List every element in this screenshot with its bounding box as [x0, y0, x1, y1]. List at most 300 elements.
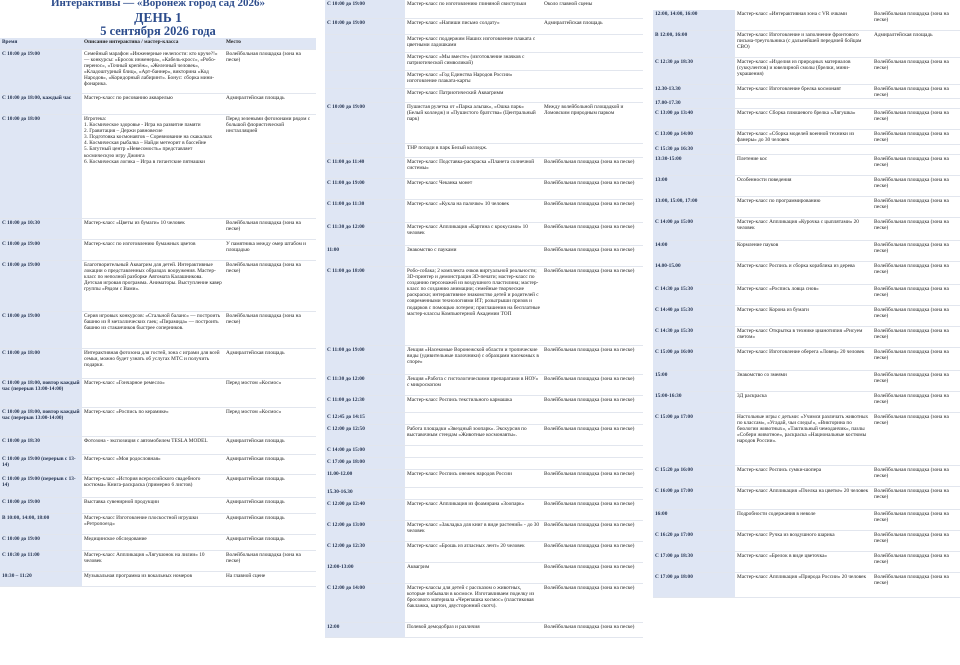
table-row	[0, 475, 316, 498]
place-cell: Адмиралтейская площадь	[544, 20, 603, 26]
desc-cell: Мастер-класс «Интерактивная зона с VR очками	[737, 11, 847, 17]
place-cell: Адмиралтейская площадь	[874, 32, 933, 38]
desc-cell: Мастер-класс Изготовление оберега «Ловец» 20 человек	[737, 349, 865, 355]
table-row	[325, 53, 643, 71]
desc-cell: Мастер-класс Роспись онежек народов России	[407, 471, 512, 477]
place-cell: Волейбольная площадка (зона на песке)	[544, 159, 635, 165]
time-cell: С 12:00 до 12:30	[325, 542, 405, 562]
time-cell: С 10:00 до 10:30	[0, 219, 82, 239]
time-cell: 13:00	[653, 176, 735, 196]
place-cell	[542, 89, 643, 102]
desc-cell: Мастер-класс Аппликация из фоамирана «Зоопарк»	[407, 501, 525, 507]
place-cell: Адмиралтейская площадь	[226, 95, 285, 101]
time-cell: 15.30-16.30	[325, 488, 405, 499]
place-cell: Волейбольная площадка (зона на песке)	[544, 543, 635, 549]
table-row	[653, 285, 960, 306]
time-cell: С 11:00 до 19:00	[325, 346, 405, 374]
place-cell: Волейбольная площадка (зона на песке)	[874, 574, 949, 587]
schedule-column-3	[653, 10, 960, 632]
desc-cell: Мастер-классы для детей с рассказом о животных, которые побывали в космосе. Изготавливаем поделку из бросового материала «Черепашка космос» (пластиковая баклажка, картон, двусторонний скотч).	[407, 585, 535, 610]
desc-cell: ТНР попади в парк Белый колледж.	[407, 145, 488, 151]
place-cell: Волейбольная площадка (зона на песке)	[874, 86, 949, 99]
desc-cell: Подробности содержания в неволе	[737, 511, 816, 517]
place-cell: Волейбольная площадка (зона на песке)	[874, 511, 949, 524]
table-row	[325, 563, 643, 584]
time-cell: С 14:00 до 15:00	[653, 218, 735, 240]
desc-cell: Мастер-класс Аппликация «Курочка с цыплятами» 20 человек	[737, 219, 859, 232]
table-row	[0, 408, 316, 437]
desc-cell: Мастер-класс «Кукла на палочке» 10 человек	[407, 201, 510, 207]
place-cell: Волейбольная площадка (зона на песке)	[874, 467, 949, 480]
table-row	[653, 130, 960, 145]
desc-cell: Мастер-класс «Сборка моделей военной техники из фанеры» до 30 человек	[737, 131, 855, 144]
place-cell: Волейбольная площадка (зона на песке)	[226, 262, 301, 275]
table-row	[0, 312, 316, 349]
place-cell: Волейбольная площадка (зона на песке)	[544, 201, 635, 207]
schedule-column-2	[325, 0, 643, 665]
desc-cell	[405, 446, 542, 457]
table-row	[325, 0, 643, 19]
table-row	[325, 144, 643, 158]
table-row	[325, 375, 643, 396]
table-row	[653, 197, 960, 218]
time-cell: С 14:00 до 15:00	[325, 446, 405, 457]
desc-cell: Мастер-класс Аппликация «Пчелка на цветке» 20 человек	[737, 488, 869, 494]
table-row	[325, 103, 643, 144]
desc-cell: Мастер-класс Патриотический Аквагримм	[407, 90, 504, 96]
table-row	[0, 572, 316, 587]
table-row	[0, 115, 316, 219]
desc-cell: Мастер-класс Подставка-раскраска «Планета солнечной системы»	[407, 159, 535, 172]
time-cell: С 10:00 до 19:00 (перерыв с 13-14)	[0, 475, 82, 497]
desc-cell: Игротека: 1. Космическое здоровье - Игра на развитие памяти 2. Гравитация – Держи равновесие 3. Подготовка космонавтов – Соревнование на скакалках 4. Космическая рыбалка – Найди метеорит в бассейне 5. Батутный центр «Невесомость» представляет космическую игру Джинга 6. Космическая логика – Игра в гигантские пятнашки	[84, 116, 213, 165]
place-cell: Адмиралтейская площадь	[226, 476, 285, 482]
time-cell: С 15:00 до 17:00	[653, 413, 735, 465]
time-cell: С 12:45 до 14:15	[325, 413, 405, 424]
desc-cell: Мастер-класс Сборка плюшевого брелка «Лягушка»	[737, 110, 856, 116]
time-cell: С 13:00 до 13:40	[653, 109, 735, 129]
place-cell: Волейбольная площадка (зона на песке)	[874, 59, 949, 72]
table-row	[0, 240, 316, 261]
desc-cell: Мастер-класс Чеканка монет	[407, 180, 473, 186]
table-row	[325, 500, 643, 521]
header-desc: Описание интерактива / мастер-класса	[84, 39, 179, 45]
time-cell: С 12:00 до 12:40	[325, 500, 405, 520]
table-row	[325, 584, 643, 623]
time-cell: С 10:00 до 19:00	[0, 498, 82, 513]
time-cell: С 10:00 до 19:00	[0, 50, 82, 93]
time-cell: В 10:00, 14:00, 18:00	[0, 514, 82, 534]
place-cell: Волейбольная площадка (зона на песке)	[544, 471, 635, 477]
time-cell: С 10:00 до 19:00	[0, 261, 82, 311]
place-cell: Волейбольная площадка (зона на песке)	[544, 180, 635, 186]
desc-cell: Особенности поведения	[737, 177, 792, 183]
desc-cell: Мастер-класс Аппликация «Лягушонок на лилии» 10 человек	[84, 552, 205, 565]
desc-cell: Мастер-класс «Мы вместе» (изготовление значков с патриотической символикой)	[407, 54, 525, 67]
place-cell: Волейбольная площадка (зона на песке)	[874, 219, 949, 232]
desc-cell: Мастер-класс «Роспись по керамике»	[84, 409, 169, 415]
desc-cell: Мастер-класс поддержим Наших изготовление плаката с цветными ладошками	[407, 36, 536, 49]
table-row	[325, 521, 643, 542]
desc-cell: Мастер-класс «Брошь из атласных лент» 20 человек	[407, 543, 525, 549]
desc-cell: Благотворительный Аквагрим для детей. Интерактивные локации о представленных образцах вооружения. Мастер-класс по неполной разборке Автомата Калашникова. Детская игровая программа. Аниматоры. Выступление кавер группы «Рядом с Вами».	[84, 262, 222, 293]
place-cell: Адмиралтейская площадь	[226, 515, 285, 521]
table-row	[0, 349, 316, 379]
time-cell: С 14:30 до 15:30	[653, 285, 735, 305]
table-row	[325, 267, 643, 346]
table-row	[653, 145, 960, 155]
table-row	[325, 158, 643, 179]
place-cell: Перед зелеными фотозонами рядом с большой флористической инсталляцией	[226, 116, 311, 135]
place-cell: Волейбольная площадка (зона на песке)	[874, 414, 949, 427]
desc-cell: Знакомство с пауками	[407, 247, 457, 253]
desc-cell: Медицинское обследование	[84, 536, 147, 542]
time-cell: С 10:00 до 18:00	[0, 115, 82, 218]
place-cell: Волейбольная площадка (зона на песке)	[544, 624, 635, 630]
place-cell: У памятника между омер штабом и площадью	[226, 241, 307, 254]
desc-cell: Работа площадки «Звездный зоопарк». Экскурсия по выставочным стендам «Животные космонавты».	[407, 426, 527, 439]
time-cell: С 12:00 до 12:50	[325, 425, 405, 445]
time-cell: С 10:00 до 19:00	[0, 240, 82, 260]
desc-cell: Кормление пауков	[737, 242, 779, 248]
place-cell: Волейбольная площадка (зона на песке)	[544, 247, 635, 253]
table-row	[0, 551, 316, 572]
desc-cell	[405, 413, 542, 424]
table-row	[0, 498, 316, 514]
place-cell: Волейбольная площадка (зона на песке)	[874, 372, 949, 385]
time-cell: 11:00	[325, 246, 405, 266]
time-cell: 14:00	[653, 241, 735, 261]
desc-cell: Фотозона - экспозиция с автомобилем TESLA MODEL	[84, 438, 208, 444]
time-cell: С 11:30 до 12:00	[325, 223, 405, 245]
desc-cell: Полевой демодобраз и различия	[407, 624, 480, 630]
place-cell: Волейбольная площадка (зона на песке)	[874, 110, 949, 123]
place-cell: Волейбольная площадка (зона на песке)	[544, 585, 635, 591]
time-cell: С 12:00 до 14:00	[325, 584, 405, 622]
table-row	[653, 85, 960, 99]
place-cell	[542, 35, 643, 52]
day-label: ДЕНЬ 1	[134, 10, 182, 25]
time-cell: С 16:00 до 17:00	[653, 487, 735, 509]
time-cell	[325, 53, 405, 70]
place-cell: Волейбольная площадка (зона на песке)	[874, 263, 949, 276]
table-row	[325, 246, 643, 267]
place-cell: Волейбольная площадка (зона на песке)	[544, 268, 635, 274]
table-row	[325, 35, 643, 53]
time-cell	[325, 71, 405, 88]
table-row	[325, 89, 643, 103]
schedule-rows-3	[653, 10, 960, 598]
place-cell	[542, 53, 643, 70]
table-row	[653, 466, 960, 487]
table-row	[653, 306, 960, 327]
table-row	[653, 176, 960, 197]
time-cell: С 15:30 до 16:30	[653, 145, 735, 154]
desc-cell: Аквагрим	[407, 564, 430, 570]
desc-cell: Мастер-класс Ручка из воздушного шарика	[737, 532, 835, 538]
table-row	[653, 58, 960, 85]
desc-cell: Мастер-класс Аппликация «Природа России» 20 человек	[737, 574, 867, 580]
table-row	[653, 109, 960, 130]
desc-cell: Мастер-класс Аппликация «Картина с крокусами» 10 человек	[407, 224, 528, 237]
table-row	[325, 446, 643, 458]
time-cell: С 12:30 до 18:30	[653, 58, 735, 84]
desc-cell: Мастер-класс по изготовлению глиняной свистульки	[407, 1, 527, 7]
desc-cell: Пушистая рулетка от «Парка альпак», «Ошка парк» (Белый колледж) и «Пушистого братства» (Центральный парк)	[407, 104, 536, 123]
table-row	[653, 99, 960, 109]
table-row	[653, 241, 960, 262]
time-cell: С 15:00 до 16:00	[653, 348, 735, 370]
schedule-column-1	[0, 0, 316, 665]
place-cell: Около главной сцены	[544, 1, 593, 7]
place-cell	[872, 99, 960, 108]
time-cell: 12.30-13.30	[653, 85, 735, 98]
time-cell: С 15:20 до 16:00	[653, 466, 735, 486]
time-cell: 17.00-17.30	[653, 99, 735, 108]
page-title: Интерактивы — «Воронеж город сад 2026»	[51, 0, 265, 9]
header-place: Место	[226, 39, 241, 45]
time-cell: С 16:20 до 17:00	[653, 531, 735, 551]
place-cell: Волейбольная площадка (зона на песке)	[544, 501, 635, 507]
table-row	[325, 200, 643, 223]
desc-cell: Робо-собака; 2 комплекта очков виртуальной реальности; 3D-принтер и демонстрация 3D-печати; мастер-класс по созданию персонажей из воздушного пластилина; мастер-класс по созданию анимации; семейные творческие раскраски; интерактивное знакомство детей и родителей с современными технологиями ИТ; розыгрыши призов и подарков с помощью лотереи; приглашения на бесплатные мастер-классы Компьютерной Академии ТОП	[407, 268, 540, 317]
desc-cell: Мастер-класс «Год Единства Народов России» изготовление плаката-карты	[407, 72, 513, 85]
table-row	[653, 573, 960, 598]
time-cell: С 10:30 до 11:00	[0, 551, 82, 571]
place-cell: Адмиралтейская площадь	[226, 456, 285, 462]
place-cell: Волейбольная площадка (зона на песке)	[226, 220, 301, 233]
desc-cell: Мастер-класс Роспись и сборка кораблика из дерева	[737, 263, 855, 269]
desc-cell: Мастер-класс «Напиши письмо солдату»	[407, 20, 500, 26]
time-cell: С 14:40 до 15:30	[653, 306, 735, 326]
place-cell: Волейбольная площадка (зона на песке)	[874, 11, 949, 24]
time-cell: С 10:00 до 18:00, каждый час	[0, 94, 82, 114]
desc-cell: Лекция «Работа с гистологическими препаратами в НОУ» с микроскопом	[407, 376, 539, 389]
place-cell: Адмиралтейская площадь	[226, 350, 285, 356]
table-row	[325, 71, 643, 89]
desc-cell	[735, 99, 872, 108]
desc-cell: Мастер-класс Изготовление плоскостной игрушки «Ретропоезд»	[84, 515, 199, 528]
time-cell: 13:00, 15:00, 17:00	[653, 197, 735, 217]
place-cell: Волейбольная площадка (зона на песке)	[874, 131, 949, 144]
time-cell: С 10:00 до 19:00	[0, 312, 82, 348]
table-row	[0, 437, 316, 455]
place-cell: Волейбольная площадка (зона на песке)	[544, 522, 635, 528]
place-cell: Волейбольная площадка (зона на песке)	[544, 376, 635, 382]
desc-cell: Плетение кос	[737, 156, 768, 162]
desc-cell: Настольные игры с детьми: «Учимся различать животных по классам», «Угадай, чьи следы!», «Викторина по биологии животных», «Тактильный чемоданчик», пазлы «Собери животное», раскраска «Национальные костюмы народов России».	[737, 414, 869, 445]
time-cell: 12:00, 14:00, 16:00	[653, 10, 735, 30]
place-cell: Волейбольная площадка (зона на песке)	[874, 349, 949, 362]
desc-cell: Мастер-класс Изготовление и заполнение фронтового письма-треугольника (с дальнейшей передачей бойцам СВО)	[737, 32, 862, 51]
desc-cell: Мастер-класс «История всероссийского свадебного костюма» Книга-раскраска (примерно 6 листов)	[84, 476, 201, 489]
desc-cell: Мастер-класс «Цветы из бумаги» 10 человек	[84, 220, 185, 226]
place-cell: Волейбольная площадка (зона на песке)	[544, 564, 635, 570]
time-cell: С 10:00 до 18:00, повтор каждый час (перерыв 13:00-14:00)	[0, 379, 82, 407]
time-cell: С 11:00 до 11:30	[325, 200, 405, 222]
place-cell: Волейбольная площадка (зона на песке)	[544, 347, 635, 353]
table-row	[0, 535, 316, 551]
place-cell: Волейбольная площадка (зона на песке)	[874, 286, 949, 299]
time-cell: С 17:00 до 18:00	[653, 573, 735, 597]
place-cell: Волейбольная площадка (зона на песке)	[874, 488, 949, 501]
time-cell: С 10:00 до 18:30	[0, 437, 82, 454]
place-cell	[542, 488, 643, 499]
time-cell: С 11:30 до 12:00	[325, 375, 405, 395]
place-cell: Волейбольная площадка (зона на песке)	[874, 198, 949, 211]
place-cell: Волейбольная площадка (зона на песке)	[226, 51, 301, 64]
place-cell	[872, 145, 960, 154]
time-cell: 12:00-13:00	[325, 563, 405, 583]
desc-cell	[405, 458, 542, 469]
place-cell: Волейбольная площадка (зона на песке)	[874, 553, 949, 566]
table-row	[325, 425, 643, 446]
time-cell: С 10:00 до 19:00	[325, 19, 405, 34]
time-cell: С 12:00 до 13:00	[325, 521, 405, 541]
desc-cell: Мастер-класс по рисованию акварелью	[84, 95, 173, 101]
time-cell: С 10:00 до 18:00	[0, 349, 82, 378]
desc-cell: Мастер-класс по программированию	[737, 198, 821, 204]
time-cell: 15:00	[653, 371, 735, 391]
desc-cell: Мастер-класс Корона из бумаги	[737, 307, 809, 313]
desc-cell: Музыкальная программа из вокальных номеров	[84, 573, 192, 579]
place-cell	[542, 458, 643, 469]
desc-cell: 3Д раскраска	[737, 393, 767, 399]
desc-cell: Мастер-класс «Моя родословная»	[84, 456, 161, 462]
table-row	[325, 623, 643, 638]
place-cell: Перед мостом «Космос»	[226, 409, 282, 415]
schedule-rows-1	[0, 50, 316, 587]
table-row	[0, 455, 316, 475]
schedule-rows-2	[325, 0, 643, 638]
place-cell	[542, 413, 643, 424]
table-row	[325, 488, 643, 500]
desc-cell: Семейный марафон «Инженерные нелепости: кто круче?!» — конкурсы: «Бросок инженера», «Кабель-кросс», «Робо-перенос», «Точный крепёж», «Железный человек», «Кладоштурный блиц», «Арт-баннер», викторина «Код Народов», «Коридорный лабиринт». Бонус: сборка мини-фонарика.	[84, 51, 218, 88]
time-cell: 16:00	[653, 510, 735, 530]
time-cell: 11.00-12.00	[325, 470, 405, 487]
table-row	[653, 348, 960, 371]
place-cell: Адмиралтейская площадь	[226, 499, 285, 505]
table-row	[653, 10, 960, 31]
time-cell: С 17:00 до 18:30	[653, 552, 735, 572]
table-row	[653, 413, 960, 466]
time-cell: 12:00	[325, 623, 405, 637]
place-cell: Перед мостом «Космос»	[226, 380, 282, 386]
table-row	[325, 346, 643, 375]
table-row	[325, 179, 643, 200]
table-row	[653, 487, 960, 510]
desc-cell: Мастер-класс Роспись текстильного кармашка	[407, 397, 512, 403]
table-row	[653, 155, 960, 176]
table-row	[325, 542, 643, 563]
place-cell: Волейбольная площадка (зона на песке)	[874, 393, 949, 406]
table-row	[653, 327, 960, 348]
table-row	[653, 218, 960, 241]
place-cell: Волейбольная площадка (зона на песке)	[226, 552, 301, 565]
time-cell: 13:30-15:00	[653, 155, 735, 175]
place-cell: Волейбольная площадка (зона на песке)	[874, 242, 949, 255]
desc-cell: Мастер-класс «Брелок в виде цветочка»	[737, 553, 828, 559]
time-cell: В 12:00, 16:00	[653, 31, 735, 57]
place-cell: Волейбольная площадка (зона на песке)	[874, 307, 949, 320]
place-cell: На главной сцене	[226, 573, 266, 579]
table-row	[653, 531, 960, 552]
time-cell: С 10:00 до 19:00	[325, 103, 405, 143]
desc-cell: Мастер-класс Открытка в технике цианотипия «Рисуем светом»	[737, 328, 863, 341]
table-row	[325, 19, 643, 35]
table-row	[653, 510, 960, 531]
time-cell: 15:00-16:30	[653, 392, 735, 412]
time-cell: С 11:00 до 19:00	[325, 179, 405, 199]
place-cell: Волейбольная площадка (зона на песке)	[544, 426, 635, 432]
table-row	[325, 223, 643, 246]
place-cell: Волейбольная площадка (зона на песке)	[874, 328, 949, 341]
time-cell	[325, 89, 405, 102]
table-row	[653, 392, 960, 413]
time-cell: С 10:00 до 19:00	[325, 0, 405, 18]
desc-cell: Мастер-класс «Гончарное ремесло»	[84, 380, 165, 386]
desc-cell: Мастер-класс «Изделия из природных материалов (суккулентов) и ювелирной смолы (брелки, мини-украшения)	[737, 59, 851, 78]
desc-cell	[735, 145, 872, 154]
place-cell	[542, 446, 643, 457]
table-row	[325, 470, 643, 488]
time-cell: С 10:00 до 19:00	[0, 535, 82, 550]
time-cell: С 11:00 до 12:30	[325, 396, 405, 412]
place-cell: Волейбольная площадка (зона на песке)	[226, 313, 301, 326]
time-cell: С 11:00 до 11:40	[325, 158, 405, 178]
header-time: Время	[0, 38, 82, 49]
time-cell: С 10:00 до 19:00 (перерыв с 13-14)	[0, 455, 82, 474]
desc-cell: Знакомство со змеями	[737, 372, 787, 378]
table-row	[325, 413, 643, 425]
time-cell: С 11:00 до 18:00	[325, 267, 405, 345]
table-header	[0, 38, 316, 50]
desc-cell	[405, 488, 542, 499]
table-row	[653, 262, 960, 285]
time-cell: С 14:30 до 15:30	[653, 327, 735, 347]
time-cell: С 10:00 до 18:00, повтор каждый час (перерыв 13:00-14:00)	[0, 408, 82, 436]
place-cell: Адмиралтейская площадь	[226, 536, 285, 542]
place-cell: Волейбольная площадка (зона на песке)	[544, 397, 635, 403]
place-cell: Волейбольная площадка (зона на песке)	[874, 156, 949, 169]
table-row	[0, 261, 316, 312]
table-row	[0, 379, 316, 408]
place-cell: Волейбольная площадка (зона на песке)	[874, 177, 949, 190]
table-row	[0, 219, 316, 240]
time-cell: С 17:00 до 18:00	[325, 458, 405, 469]
desc-cell: Мастер-класс по изготовлению бумажных цветов	[84, 241, 196, 247]
table-row	[0, 94, 316, 115]
desc-cell: Мастер-класс Изготовление брелка космонавт	[737, 86, 842, 92]
desc-cell: Лекция «Насекомые Воронежской области и тропические виды (удивительные палочники) с образцами насекомых в споре»	[407, 347, 539, 366]
desc-cell: Мастер-класс «Закладка для книг в виде растений» - до 30 человек	[407, 522, 540, 535]
time-cell: 14.00-15.00	[653, 262, 735, 284]
place-cell: Волейбольная площадка (зона на песке)	[544, 224, 635, 230]
place-cell: Волейбольная площадка (зона на песке)	[874, 532, 949, 545]
table-row	[325, 396, 643, 413]
date-label: 5 сентября 2026 года	[100, 24, 216, 38]
desc-cell: Мастер-класс Роспись сумки-шопера	[737, 467, 822, 473]
time-cell: С 13:00 до 14:00	[653, 130, 735, 144]
table-row	[0, 50, 316, 94]
place-cell: Между волейбольной площадкой и Ломовским природным парком	[544, 104, 624, 117]
table-row	[653, 371, 960, 392]
time-cell: 10:30 – 11:20	[0, 572, 82, 586]
desc-cell: Мастер-класс «Роспись ловца снов»	[737, 286, 819, 292]
place-cell	[542, 71, 643, 88]
time-cell	[325, 35, 405, 52]
table-row	[653, 552, 960, 573]
